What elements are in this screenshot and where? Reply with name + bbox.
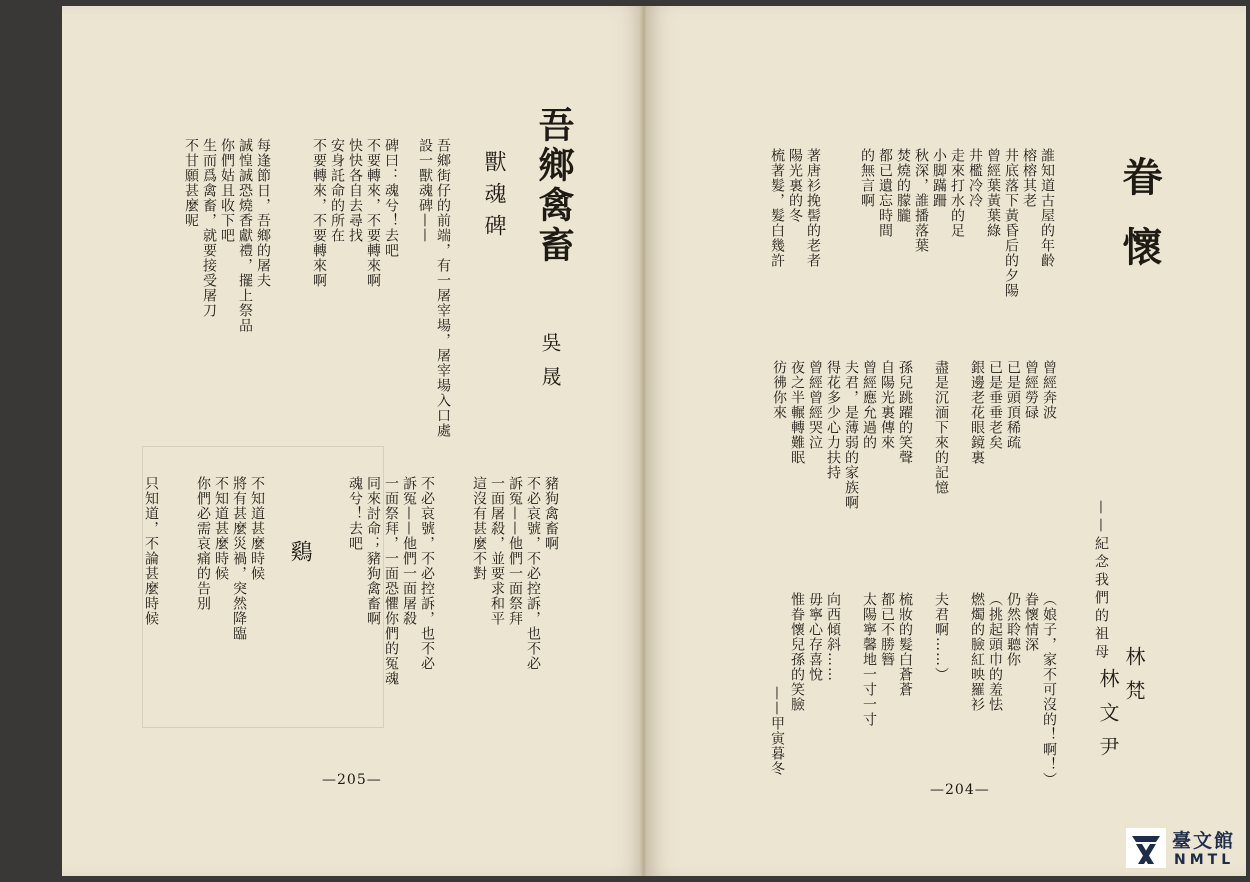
poem-line: 一面屠殺，並要求和平 <box>489 476 505 626</box>
poem-subtitle: 獸魂碑 <box>481 150 506 246</box>
poem-line: 眷懷情深 <box>1023 592 1039 652</box>
poem-line: 得花多少心力扶持 <box>825 360 841 480</box>
poem-line: 不甘願甚麼呢 <box>183 138 199 228</box>
poem-line: 梳著髮，髮白幾許 <box>769 148 785 268</box>
poem-line: 燃燭的臉紅映羅衫 <box>969 592 985 712</box>
poem-line: 不要轉來，不要轉來啊 <box>365 138 381 288</box>
poem-line: 向西傾斜…… <box>825 592 841 682</box>
poem-line: 不知道甚麼時候 <box>213 476 229 581</box>
poem-line: 你們必需哀痛的告別 <box>195 476 211 611</box>
poem-line: 夜之半輾轉難眠 <box>789 360 805 465</box>
poem-line: 曾經勞碌 <box>1023 360 1039 420</box>
logo-name-cn: 臺文館 <box>1172 830 1236 852</box>
poem-line: 毋寧心存喜悅 <box>807 592 823 682</box>
page-number: —204— <box>930 782 990 798</box>
intro-line: 吾鄉街仔的前端，有一屠宰場，屠宰場入口處 <box>435 138 451 438</box>
poem-line: 惟眷懷兒孫的笑臉 <box>789 592 805 712</box>
page-number: —205— <box>322 772 382 788</box>
poem-line: 井檻冷冷 <box>967 148 983 208</box>
poem-line: 不知道甚麼時候 <box>249 476 265 581</box>
poem-line: 走來打水的足 <box>949 148 965 238</box>
poem-author: 吳晟 <box>538 332 562 400</box>
poem-line: 仍然聆聽你 <box>1005 592 1021 667</box>
poem-line: 夫君，是薄弱的家族啊 <box>843 360 859 510</box>
poem-line: 將有甚麼災禍，突然降臨 <box>231 476 247 641</box>
poem-line: 彷彿你來 <box>771 360 787 420</box>
poem-line: 都已遺忘時間 <box>877 148 893 238</box>
intro-line: 設一獸魂碑—— <box>417 138 433 243</box>
poem-line: 一面祭拜，一面恐懼你們的冤魂 <box>383 476 399 686</box>
poem-line: 曾經葉黃葉綠 <box>985 148 1001 238</box>
poem-line: 訴冤——他們一面屠殺 <box>401 476 417 626</box>
poem-line: 的無言啊 <box>859 148 875 208</box>
poem-line: 銀邊老花眼鏡裏 <box>969 360 985 465</box>
poem-line: 陽光裏的冬 <box>787 148 803 223</box>
poem-line: 自陽光裏傳來 <box>879 360 895 450</box>
poem-line: 只知道，不論甚麼時候 <box>143 476 159 626</box>
poem-title: 吾鄉禽畜 <box>533 106 575 266</box>
poem-line: 生而爲禽畜，就要接受屠刀 <box>201 138 217 318</box>
poem-line: 夫君啊……） <box>933 592 949 682</box>
poem-line: 不必哀號，不必控訴，也不必 <box>419 476 435 671</box>
poem-line: 不要轉來，不要轉來啊 <box>311 138 327 288</box>
poem-line: 每逢節日，吾鄉的屠夫 <box>255 138 271 288</box>
poem-line: 太陽寧馨地一寸一寸 <box>861 592 877 727</box>
poem-line: 梳妝的髮白蒼蒼 <box>897 592 913 697</box>
logo-name-en: NMTL <box>1174 852 1235 868</box>
poem-title: 眷懷 <box>1116 156 1163 296</box>
poem-line: 訴冤——他們一面祭拜 <box>507 476 523 626</box>
poem-line: 曾經應允過的 <box>861 360 877 450</box>
poem-line: 安身託命的所在 <box>329 138 345 243</box>
poem-line: 不必哀號，不必控訴，也不必 <box>525 476 541 671</box>
left-page <box>62 6 644 876</box>
poem-line: （娘子，家不可沒的！啊！） <box>1041 592 1057 787</box>
poem-line: 秋深，誰播落葉 <box>913 148 929 253</box>
poem-line: 已是頭頂稀疏 <box>1005 360 1021 450</box>
poem-line: 你們姑且收下吧 <box>219 138 235 243</box>
show-through-box <box>142 446 384 728</box>
poem-line: 誠惶誠恐燒香獻禮，擺上祭品 <box>237 138 253 333</box>
poem-author: 林文尹 <box>1096 668 1120 770</box>
section-title: 鷄 <box>287 540 312 572</box>
poem-line: 焚燒的朦朧 <box>895 148 911 223</box>
poem-line: 碑曰：魂兮！去吧 <box>383 138 399 258</box>
poem-line: 快快各自去尋找 <box>347 138 363 243</box>
poem-line: 榕榕其老 <box>1021 148 1037 208</box>
poem-line: 豬狗禽畜啊 <box>543 476 559 551</box>
poem-line: 都已不勝簪 <box>879 592 895 667</box>
poem-dedication: ——紀念我們的祖母 <box>1093 500 1109 662</box>
poem-line: 魂兮！去吧 <box>347 476 363 551</box>
poem-line: 已是垂垂老矣 <box>987 360 1003 450</box>
poem-line: （挑起頭巾的羞怯 <box>987 592 1003 712</box>
poem-line: 同來討命；豬狗禽畜啊 <box>365 476 381 626</box>
poem-line: 曾經曾經哭泣 <box>807 360 823 450</box>
poem-line: 孫兒跳躍的笑聲 <box>897 360 913 465</box>
nmtl-logo <box>1126 826 1238 874</box>
nmtl-logo-icon <box>1126 828 1166 868</box>
poem-author: 林梵 <box>1122 646 1146 714</box>
poem-line: 小脚蹣跚 <box>931 148 947 208</box>
poem-line: 這沒有甚麼不對 <box>471 476 487 581</box>
poem-line: 誰知道古屋的年齡 <box>1039 148 1055 268</box>
right-page <box>646 6 1246 876</box>
poem-line: 曾經奔波 <box>1041 360 1057 420</box>
poem-line: 井底落下黃昏后的夕陽 <box>1003 148 1019 298</box>
poem-line: 盡是沉湎下來的記憶 <box>933 360 949 495</box>
poem-line: 著唐衫挽髻的老者 <box>805 148 821 268</box>
date-note: ——甲寅暮冬 <box>769 686 785 776</box>
